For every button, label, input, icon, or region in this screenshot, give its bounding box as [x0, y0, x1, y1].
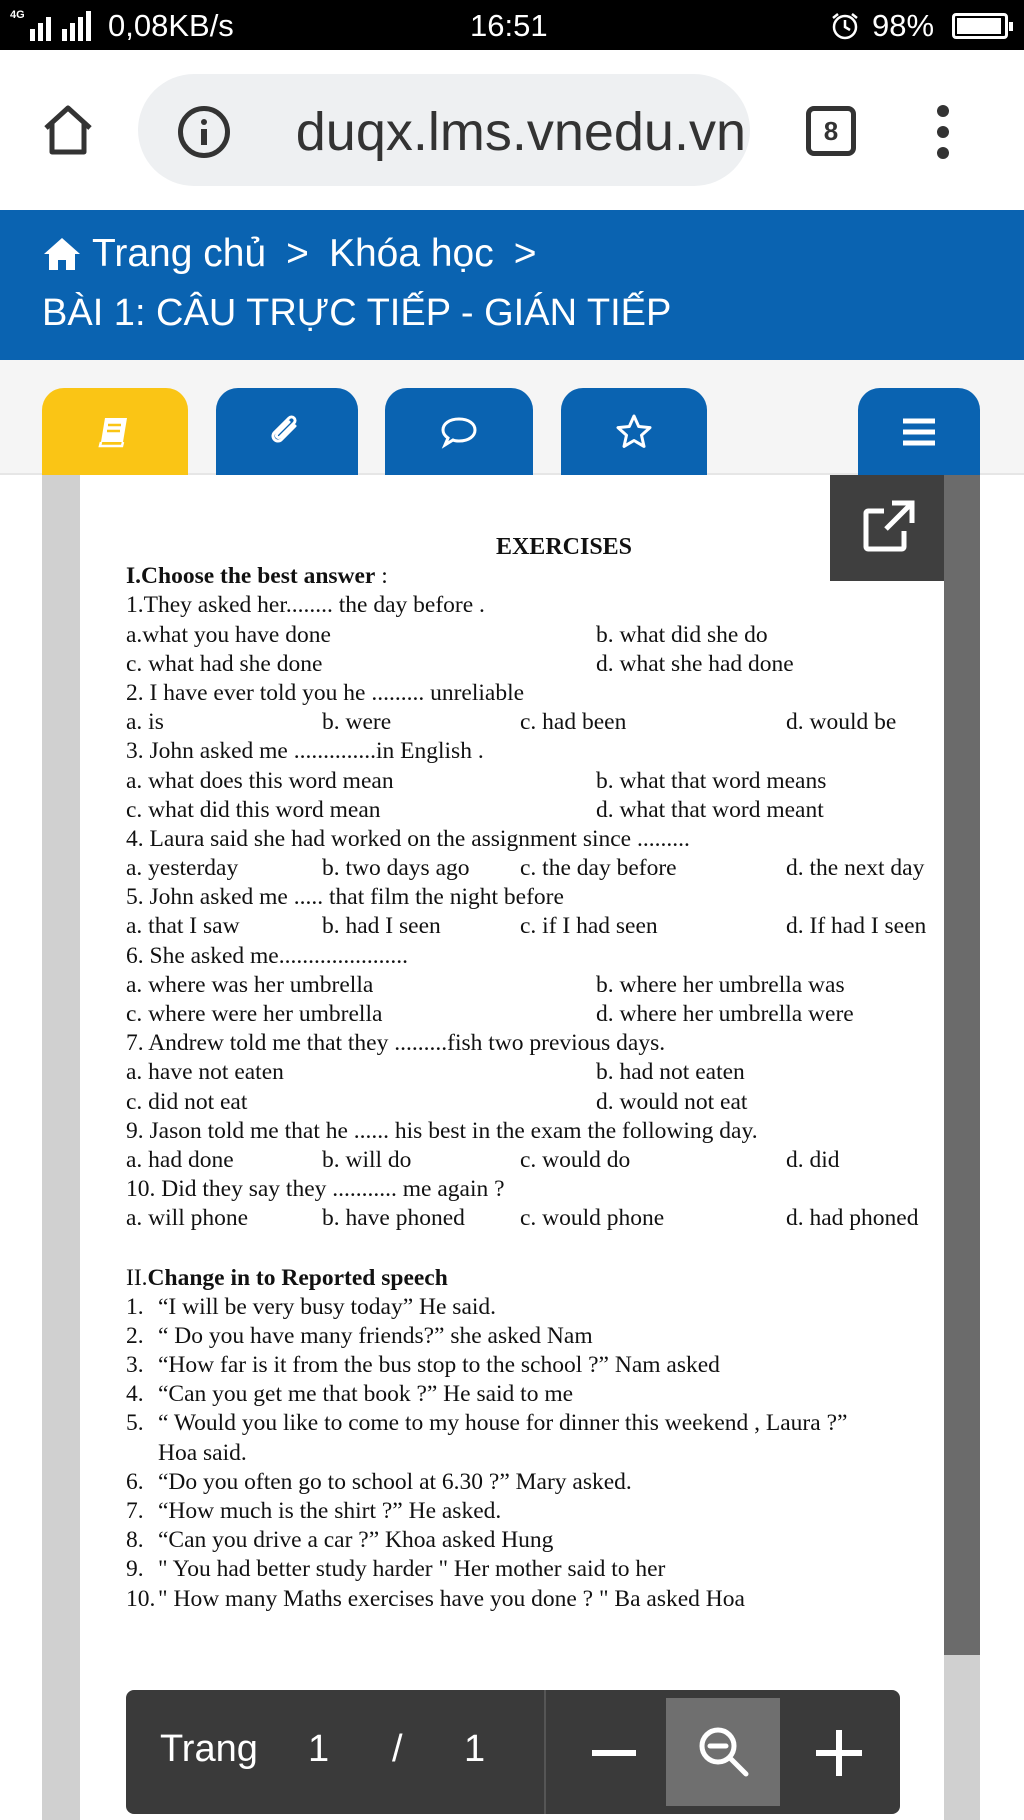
- reported-speech-item: 7. “How much is the shirt ?” He asked.: [126, 1498, 502, 1524]
- star-icon: [614, 412, 654, 452]
- page-separator: /: [392, 1728, 403, 1770]
- clock: 16:51: [470, 8, 548, 43]
- question-text: 7. Andrew told me that they .........fish two previous days.: [126, 1030, 666, 1057]
- pdf-viewer: [0, 475, 1024, 1820]
- battery-percent: 98%: [872, 8, 935, 43]
- more-options-icon[interactable]: [932, 105, 954, 159]
- answer-option: a. yesterday: [126, 855, 239, 882]
- option-row: [126, 971, 922, 1000]
- reported-speech-item: 8. “Can you drive a car ?” Khoa asked Hung: [126, 1527, 554, 1554]
- answer-option: d. had phoned: [786, 1205, 919, 1232]
- question-text: 9. Jason told me that he ...... his best in the exam the following day.: [126, 1117, 758, 1144]
- tab-favorites[interactable]: [561, 388, 707, 475]
- questions-list: [126, 591, 927, 1233]
- total-pages: 1: [464, 1728, 486, 1770]
- option-row: [126, 1058, 922, 1087]
- tab-attachments[interactable]: [216, 388, 358, 475]
- answer-option: c. would phone: [520, 1205, 665, 1232]
- answer-option: d. did: [786, 1146, 840, 1173]
- option-row: [126, 854, 925, 883]
- answer-option: d. what she had done: [596, 650, 794, 677]
- document-title: EXERCISES: [495, 534, 633, 560]
- answer-option: a. what does this word mean: [126, 767, 394, 794]
- question-text: 2. I have ever told you he ......... unreliable: [126, 679, 525, 706]
- reported-speech-item: 1. “I will be very busy today” He said.: [126, 1293, 497, 1320]
- answer-option: b. had not eaten: [596, 1059, 745, 1086]
- zoom-fit-button[interactable]: [666, 1698, 780, 1806]
- answer-option: c. the day before: [520, 855, 677, 882]
- question-text: 4. Laura said she had worked on the assignment since .........: [126, 825, 690, 852]
- question-text: 10. Did they say they ........... me again ?: [126, 1176, 505, 1203]
- current-page-input[interactable]: 1: [308, 1728, 330, 1770]
- breadcrumb-courses[interactable]: Khóa học: [328, 232, 494, 275]
- answer-option: b. what did she do: [596, 621, 768, 648]
- reported-speech-item: 6. “Do you often go to school at 6.30 ?” Mary asked.: [126, 1468, 632, 1495]
- page-label: Trang: [160, 1728, 258, 1770]
- network-speed: 0,08KB/s: [108, 8, 234, 43]
- answer-option: a. that I saw: [126, 913, 240, 940]
- option-row: [126, 621, 922, 650]
- alarm-icon: [830, 11, 860, 41]
- course-header: [0, 210, 1024, 360]
- option-row: [126, 1088, 922, 1117]
- answer-option: a.what you have done: [126, 621, 331, 648]
- answer-option: d. the next day: [786, 855, 925, 882]
- option-row: [126, 1204, 922, 1233]
- section-heading: II.Change in to Reported speech: [126, 1264, 448, 1291]
- option-row: [126, 650, 922, 679]
- viewer-gutter: [42, 475, 80, 1820]
- reported-speech-item: 2. “ Do you have many friends?” she asked Nam: [126, 1322, 593, 1349]
- answer-option: b. where her umbrella was: [596, 971, 845, 998]
- answer-option: b. have phoned: [322, 1205, 465, 1232]
- lesson-tabs: [0, 360, 1024, 475]
- paperclip-icon: [267, 412, 307, 452]
- answer-option: a. where was her umbrella: [126, 971, 374, 998]
- breadcrumb-separator: >: [286, 232, 309, 275]
- tab-discussion[interactable]: [385, 388, 533, 475]
- reported-speech-item: 3. “How far is it from the bus stop to the school ?” Nam asked: [126, 1352, 720, 1379]
- answer-option: b. had I seen: [322, 913, 441, 940]
- battery-icon: [952, 13, 1008, 39]
- zoom-icon: [696, 1724, 752, 1780]
- hamburger-menu-icon: [899, 412, 939, 452]
- answer-option: c. did not eat: [126, 1088, 248, 1115]
- book-icon: [95, 412, 135, 452]
- reported-speech-item: 4. “Can you get me that book ?” He said to me: [126, 1381, 574, 1408]
- url-bar[interactable]: [138, 74, 750, 186]
- divider: [544, 1690, 546, 1814]
- question-text: 3. John asked me ..............in English .: [126, 738, 484, 765]
- answer-option: d. would be: [786, 709, 897, 736]
- answer-option: d. where her umbrella were: [596, 1001, 854, 1027]
- answer-option: c. what had she done: [126, 650, 323, 677]
- question-text: 5. John asked me ..... that film the night before: [126, 884, 564, 911]
- breadcrumb-separator: >: [513, 232, 537, 275]
- network-tag: 4G: [10, 9, 25, 21]
- tab-menu[interactable]: [858, 388, 980, 475]
- answer-option: b. two days ago: [322, 855, 470, 882]
- reported-speech-item: 5. “ Would you like to come to my house for dinner this weekend , Laura ?”: [126, 1410, 848, 1437]
- answer-option: b. what that word means: [596, 767, 827, 794]
- reported-speech-item: 10. " How many Maths exercises have you done ? " Ba asked Hoa: [126, 1585, 745, 1612]
- status-bar: [0, 0, 1024, 50]
- answer-option: d. what that word meant: [596, 796, 824, 823]
- question-text: 1.They asked her........ the day before .: [126, 592, 485, 619]
- answer-option: c. if I had seen: [520, 913, 658, 940]
- breadcrumb: [42, 232, 557, 276]
- answer-option: d. would not eat: [596, 1088, 748, 1115]
- page-title: BÀI 1: CÂU TRỰC TIẾP - GIÁN TIẾP: [42, 292, 672, 334]
- breadcrumb-home[interactable]: Trang chủ: [92, 232, 267, 275]
- answer-option: b. were: [322, 709, 392, 736]
- signal-icon: [10, 9, 91, 41]
- answer-option: b. will do: [322, 1146, 412, 1173]
- section-heading: I.Choose the best answer :: [126, 563, 388, 590]
- answer-option: a. had done: [126, 1146, 234, 1173]
- answer-option: c. what did this word mean: [126, 796, 381, 823]
- tab-switcher-button[interactable]: 8: [806, 106, 856, 156]
- browser-toolbar: [0, 50, 1024, 210]
- question-text: 6. She asked me......................: [126, 942, 408, 969]
- option-row: [126, 1000, 922, 1029]
- comment-icon: [439, 412, 479, 452]
- url-text[interactable]: duqx.lms.vnedu.vn: [295, 102, 746, 162]
- option-row: [126, 796, 922, 825]
- scrollbar-thumb[interactable]: [944, 475, 980, 1655]
- document-page: [126, 533, 927, 1614]
- info-icon[interactable]: [178, 106, 230, 158]
- reported-speech-item: 9. " You had better study harder " Her mother said to her: [126, 1556, 666, 1583]
- answer-option: a. have not eaten: [126, 1059, 284, 1086]
- home-icon[interactable]: [40, 102, 96, 158]
- tab-lesson-content[interactable]: [42, 388, 188, 475]
- reported-speech-list: [126, 1293, 922, 1614]
- answer-option: c. would do: [520, 1146, 631, 1173]
- page-navigator: [126, 1690, 900, 1814]
- option-row: [126, 912, 927, 941]
- answer-option: d. If had I seen: [786, 913, 927, 940]
- answer-option: a. will phone: [126, 1205, 249, 1232]
- option-row: [126, 1146, 922, 1175]
- answer-option: c. where were her umbrella: [126, 1001, 383, 1027]
- zoom-in-button[interactable]: [816, 1730, 862, 1776]
- home-icon[interactable]: [42, 236, 82, 272]
- zoom-out-button[interactable]: [592, 1750, 636, 1756]
- option-row: [126, 767, 922, 796]
- answer-option: a. is: [126, 709, 164, 736]
- option-row: [126, 708, 922, 737]
- reported-speech-item-continued: Hoa said.: [158, 1439, 247, 1466]
- answer-option: c. had been: [520, 709, 627, 736]
